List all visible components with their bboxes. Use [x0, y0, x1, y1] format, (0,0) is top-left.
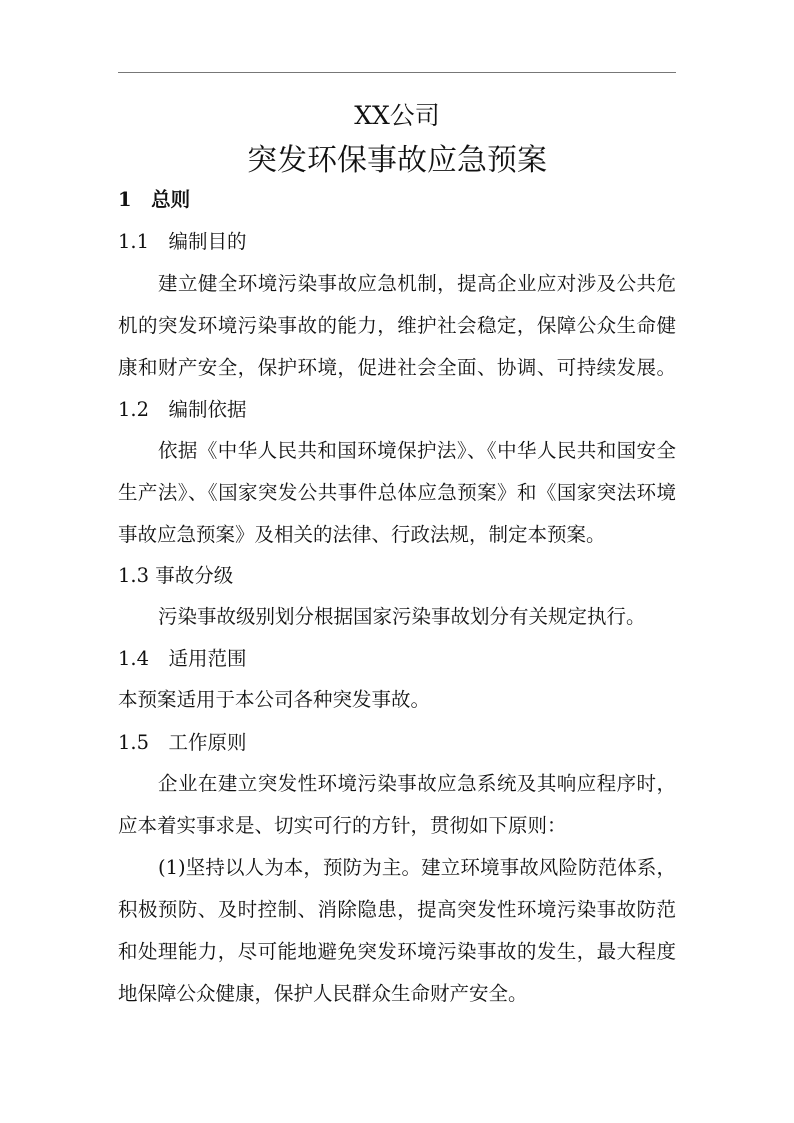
section-heading-1-2: 1.2 编制依据: [118, 398, 247, 421]
document-title: 突发环保事故应急预案: [247, 143, 547, 178]
header-rule: [118, 72, 676, 73]
section-heading-1: 1 总则: [118, 188, 191, 211]
section-heading-1-5: 1.5 工作原则: [118, 731, 247, 754]
paragraph-line: 事故应急预案》及相关的法律、行政法规，制定本预案。: [118, 523, 606, 546]
company-name: XX公司: [354, 101, 440, 130]
paragraph-line: 建立健全环境污染事故应急机制，提高企业应对涉及公共危: [158, 272, 676, 295]
paragraph-line: 生产法》、《国家突发公共事件总体应急预案》和《国家突法环境: [118, 481, 676, 504]
section-heading-1-3: 1.3 事故分级: [118, 564, 234, 587]
paragraph-line: 应本着实事求是、切实可行的方针，贯彻如下原则：: [118, 814, 567, 837]
paragraph-line: 企业在建立突发性环境污染事故应急系统及其响应程序时，: [158, 772, 676, 795]
paragraph-line: 机的突发环境污染事故的能力，维护社会稳定，保障公众生命健: [118, 314, 676, 337]
section-heading-1-4: 1.4 适用范围: [118, 647, 247, 670]
paragraph-line: 积极预防、及时控制、消除隐患，提高突发性环境污染事故防范: [118, 898, 676, 921]
paragraph-line: 地保障公众健康，保护人民群众生命财产安全。: [118, 982, 528, 1005]
section-heading-1-1: 1.1 编制目的: [118, 230, 247, 253]
paragraph-line: 康和财产安全，保护环境，促进社会全面、协调、可持续发展。: [118, 356, 676, 379]
paragraph-line: (1)坚持以人为本，预防为主。建立环境事故风险防范体系，: [158, 856, 676, 879]
paragraph-line: 依据《中华人民共和国环境保护法》、《中华人民共和国安全: [158, 439, 676, 462]
paragraph-line: 污染事故级别划分根据国家污染事故划分有关规定执行。: [158, 605, 646, 628]
paragraph-line: 本预案适用于本公司各种突发事故。: [118, 688, 431, 711]
paragraph-line: 和处理能力，尽可能地避免突发环境污染事故的发生，最大程度: [118, 940, 676, 963]
